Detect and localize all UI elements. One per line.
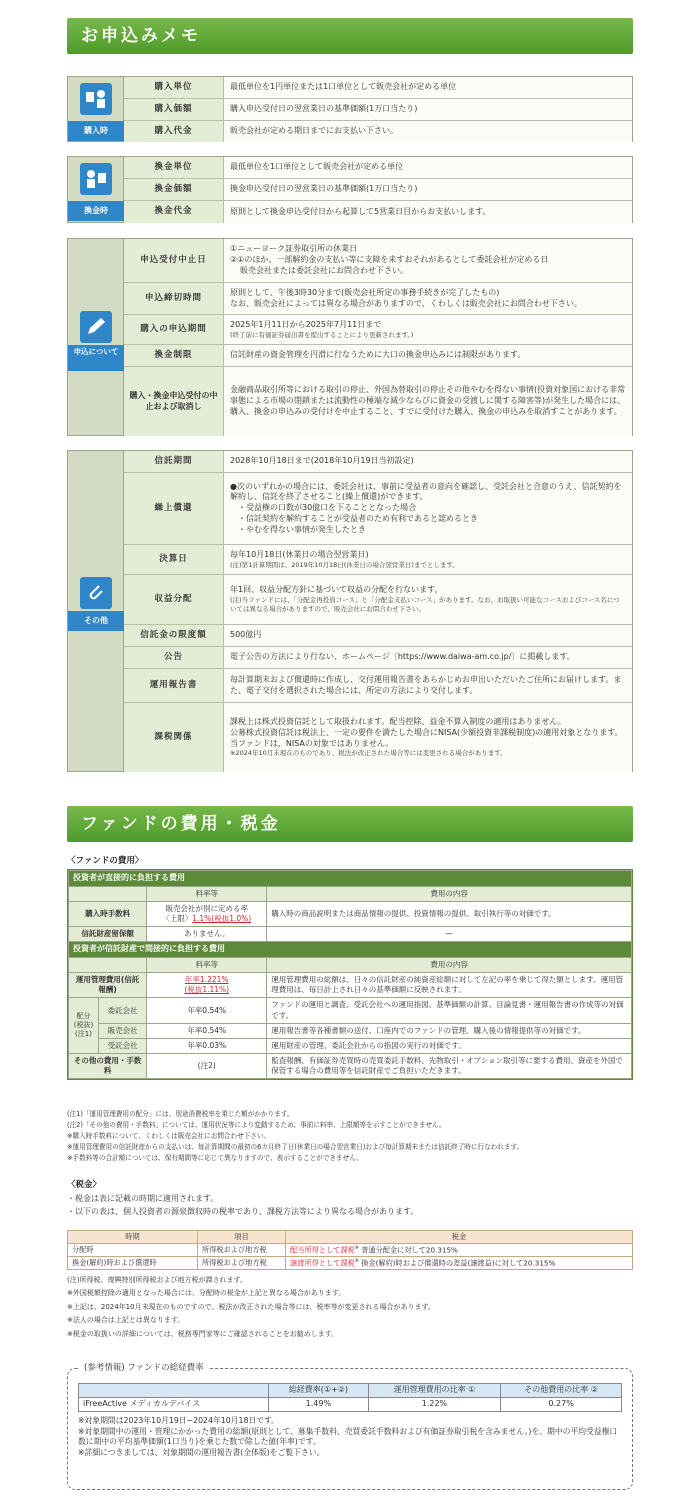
table-row: 換金価額 換金申込受付日の翌営業日の基準価額(1万口当たり) (124, 179, 632, 201)
purchase-icon (80, 83, 112, 115)
application-icon-label: 申込について (68, 345, 124, 371)
table-row: 課税関係 課税上は株式投資信託として取扱われます。配当控除、益金不算入制度の適用はありません。 公募株式投資信託は税法上、一定の要件を満たした場合にNISA(少額投資非課税制度)の適用対象となります。 当ファンドは、NISAの対象ではありません。 ※2024年10月末現在のものであり、税法が改正された場合等には変更される場合があります。 (124, 703, 632, 772)
exchange-icon-label: 換金時 (68, 201, 124, 221)
reference-notes: ※対象期間は2023年10月19日~2024年10月18日です。 ※対象期間中の運用・管理にかかった費用の総額(原則として、募集手数料、売買委託手数料および有価証券取引税を含みません。)を、期中の平均受益権口数に期中の平均基準価額(1口当り)を乗じた数で除した値(年率)です。 ※詳細につきましては、対象期間の運用報告書(全体版)をご覧下さい。 (78, 1415, 618, 1458)
table-row: その他の費用・手数料 (注2) 監査報酬、有価証券売買時の売買委託手数料、先物取引・オプション取引等に要する費用、資産を外国で保管する場合の費用等を信託財産でご負担いただきます。 (69, 1053, 632, 1078)
other-icon-label: その他 (68, 611, 124, 631)
table-row: 繰上償還 ●次のいずれかの場合には、委託会社は、事前に受益者の意向を確認し、受託会社と合意のうえ、信託契約を解約し、信託を終了させること(繰上償還)ができます。 ・受益権の口数が30億口を下ることとなった場合 ・信託契約を解約することが受益者のため有利であると認めるとき ・やむを得ない事情が発生したとき (124, 473, 632, 545)
other-section (67, 450, 633, 772)
table-row: 換金代金 原則として換金申込受付日から起算して5営業日目からお支払いします。 (124, 201, 632, 223)
pen-icon (80, 311, 112, 343)
table-row: 換金制限 信託財産の資金管理を円滑に行なうために大口の換金申込みには制限があります。 (124, 345, 632, 367)
table-row: iFreeActive メディカルデバイス 1.49% 1.22% 0.27% (79, 1397, 622, 1411)
fee-notes: (注1)「運用管理費用の配分」には、別途消費税率を乗じた額がかかります。 (注2)「その他の費用・手数料」については、運用状況等により変動するため、事前に料率、上限額等を示すことができません。 ※購入時手数料について、くわしくは販売会社にお問合わせ下さい。 ※運用管理費用の信託財産からの支払いは、毎計算期間の最初の6カ月終了日(休業日の場合翌営業日)および毎計算期末または信託終了時に行なわれます。 ※手数料等の合計額については、保有期間等に応じて異なりますので、表示することができません。 (67, 1110, 524, 1162)
table-row: 配分(税抜)(注1) 委託会社 年率0.54% ファンドの運用と調査、受託会社への運用指図、基準価額の計算、目論見書・運用報告書の作成等の対価です。 (69, 998, 632, 1023)
memo-banner (67, 18, 633, 54)
table-row: 申込締切時間 原則として、午後3時30分まで(販売会社所定の事務手続きが完了したもの) なお、販売会社によっては異なる場合がありますので、くわしくは販売会社にお問合わせ下さい。 (124, 283, 632, 315)
exchange-section (67, 156, 633, 223)
tax-table: 時期 項目 税金 分配時 所得税および地方税 配当所得として課税※ 普通分配金に対して20.315% 換金(解約)時および償還時 所得税および地方税 譲渡所得として課税※ 換金(解約)時および償還時の差益(譲渡益)に対して20.315% (67, 1230, 633, 1270)
exchange-icon (80, 163, 112, 195)
table-row: 分配時 所得税および地方税 配当所得として課税※ 普通分配金に対して20.315% (68, 1243, 633, 1256)
fees-subtitle: 〈ファンドの費用〉 (67, 856, 144, 866)
table-row: 購入の申込期間 2025年1月11日から2025年7月11日まで (終了前に有価証券届出書を提出することにより更新されます。) (124, 315, 632, 345)
application-section (67, 238, 633, 436)
table-row: 換金(解約)時および償還時 所得税および地方税 譲渡所得として課税※ 換金(解約)時および償還時の差益(譲渡益)に対して20.315% (68, 1256, 633, 1269)
cost-table: 投資者が直接的に負担する費用 料率等 費用の内容 購入時手数料 販売会社が別に定める率 〈上限〉1.1%(税抜1.0%) 購入時の商品説明または商品情報の提供、投資情報の提供、取引執行等の対価です。 信託財産留保額 ありません。 — 投資者が信託財産で間接的に負担する費用 料率等 費用の内容 運用管理費用(信託報酬) 年率1.221% (税抜1.11%) 運用管理費用の総額は、日々の信託財産の純資産総額に対して左記の率を乗じて得た額とします。運用管理費用は、毎日計上され日々の基準価額に反映されます。 配分(税抜)(注1) 委託会社 年率0.54% ファンドの運用と調査、受託会社への運用指図、基準価額の計算、目論見書・運用報告書の作成等の対価です。 販売会社 年率0.54% 運用報告書等各種書類の送付、口座内でのファンドの管理、購入後の情報提供等の対価です。 受託会社 年率0.03% 運用財産の管理、委託会社からの指図の実行の対価です。 その他の費用・手数料 (注2) 監査報酬、有価証券売買時の売買委託手数料、先物取引・オプション取引等に要する費用、資産を外国で保管する場合の費用等を信託財産でご負担いただきます。 (67, 869, 633, 1080)
tax-subtitle: 〈税金〉 (67, 1180, 102, 1190)
table-row: 購入・換金申込受付の中止および取消し 金融商品取引所等における取引の停止、外国為替取引の停止その他やむを得ない事情(投資対象国における非常事態による市場の閉鎖または流動性の極端な減少ならびに資金の受渡しに関する障害等)が発生した場合には、購入、換金の申込みの受付けを中止すること、すでに受付けた購入、換金の申込みを取消すことがあります。 (124, 367, 632, 436)
table-row: 信託金の限度額 500億円 (124, 625, 632, 647)
fees-title: ファンドの費用・税金 (81, 814, 281, 834)
reference-box: (参考情報) ファンドの総経費率 総経費率(①+②) 運用管理費用の比率 ① その他費用の比率 ② iFreeActive メディカルデバイス 1.49% 1.22% 0.27% ※対象期間は2023年10月19日~2024年10月18日です。 ※対象期間中の運用・管理にかかった費用の総額(原則として、募集手数料、売買委託手数料および有価証券取引税を含みません。)を、期中の平均受益権口数に期中の平均基準価額(1口当り)を乗じた数で除した値(年率)です。 ※詳細につきましては、対象期間の運用報告書(全体版)をご覧下さい。 (67, 1368, 633, 1490)
table-row: 受託会社 年率0.03% 運用財産の管理、委託会社からの指図の実行の対価です。 (69, 1038, 632, 1053)
purchase-icon-label: 購入時 (68, 121, 124, 141)
table-row: 信託期間 2028年10月18日まで(2018年10月19日当初設定) (124, 451, 632, 473)
fees-banner (67, 806, 633, 842)
paperclip-icon (80, 577, 112, 609)
table-row: 購入代金 販売会社が定める期日までにお支払い下さい。 (124, 121, 632, 142)
table-row: 購入価額 購入申込受付日の翌営業日の基準価額(1万口当たり) (124, 99, 632, 121)
table-row: 信託財産留保額 ありません。 — (69, 927, 632, 942)
table-row: 販売会社 年率0.54% 運用報告書等各種書類の送付、口座内でのファンドの管理、購入後の情報提供等の対価です。 (69, 1023, 632, 1038)
table-row: 運用管理費用(信託報酬) 年率1.221% (税抜1.11%) 運用管理費用の総額は、日々の信託財産の純資産総額に対して左記の率を乗じて得た額とします。運用管理費用は、毎日計上され日々の基準価額に反映されます。 (69, 973, 632, 998)
table-row: 購入時手数料 販売会社が別に定める率 〈上限〉1.1%(税抜1.0%) 購入時の商品説明または商品情報の提供、投資情報の提供、取引執行等の対価です。 (69, 901, 632, 926)
table-row: 申込受付中止日 ①ニューヨーク証券取引所の休業日 ②①のほか、一部解約金の支払い等に支障を来すおそれがあるとして委託会社が定める日 販売会社または委託会社にお問合わせ下さい。 (124, 239, 632, 283)
tax-bullets: ・税金は表に記載の時期に適用されます。 ・以下の表は、個人投資者の源泉徴収時の税率であり、課税方法等により異なる場合があります。 (67, 1194, 419, 1216)
tax-notes: (注)所得税、復興特別所得税および地方税が課されます。 ※外国税額控除の適用となった場合には、分配時の税金が上記と異なる場合があります。 ※上記は、2024年10月末現在のものですので、税法が改正された場合等には、税率等が変更される場合があります。 ※法人の場合は上記とは異なります。 ※税金の取扱いの詳細については、税務専門家等にご確認されることをお勧めします。 (67, 1276, 435, 1338)
table-row: 収益分配 年1回、収益分配方針に基づいて収益の分配を行ないます。 (注)当ファンドには、「分配金再投資コース」と「分配金支払いコース」があります。なお、お取扱い可能なコースおよびコース名については異なる場合がありますので、販売会社にお問合わせ下さい。 (124, 575, 632, 625)
table-row: 公告 電子公告の方法により行ない、ホームページ〔https://www.daiwa-am.co.jp/〕に掲載します。 (124, 647, 632, 669)
table-row: 運用報告書 毎計算期末および償還時に作成し、交付運用報告書をあらかじめお申出いただいたご住所にお届けします。また、電子交付を選択された場合には、所定の方法により交付します。 (124, 669, 632, 703)
purchase-section (67, 76, 633, 142)
memo-title: お申込みメモ (81, 26, 201, 46)
table-row: 換金単位 最低単位を1口単位として販売会社が定める単位 (124, 157, 632, 179)
table-row: 購入単位 最低単位を1円単位または1口単位として販売会社が定める単位 (124, 77, 632, 99)
table-row: 決算日 毎年10月18日(休業日の場合翌営業日) (注)第1計算期間は、2019年10月18日(休業日の場合翌営業日)までとします。 (124, 545, 632, 575)
reference-title: (参考情報) ファンドの総経費率 (80, 1363, 208, 1374)
